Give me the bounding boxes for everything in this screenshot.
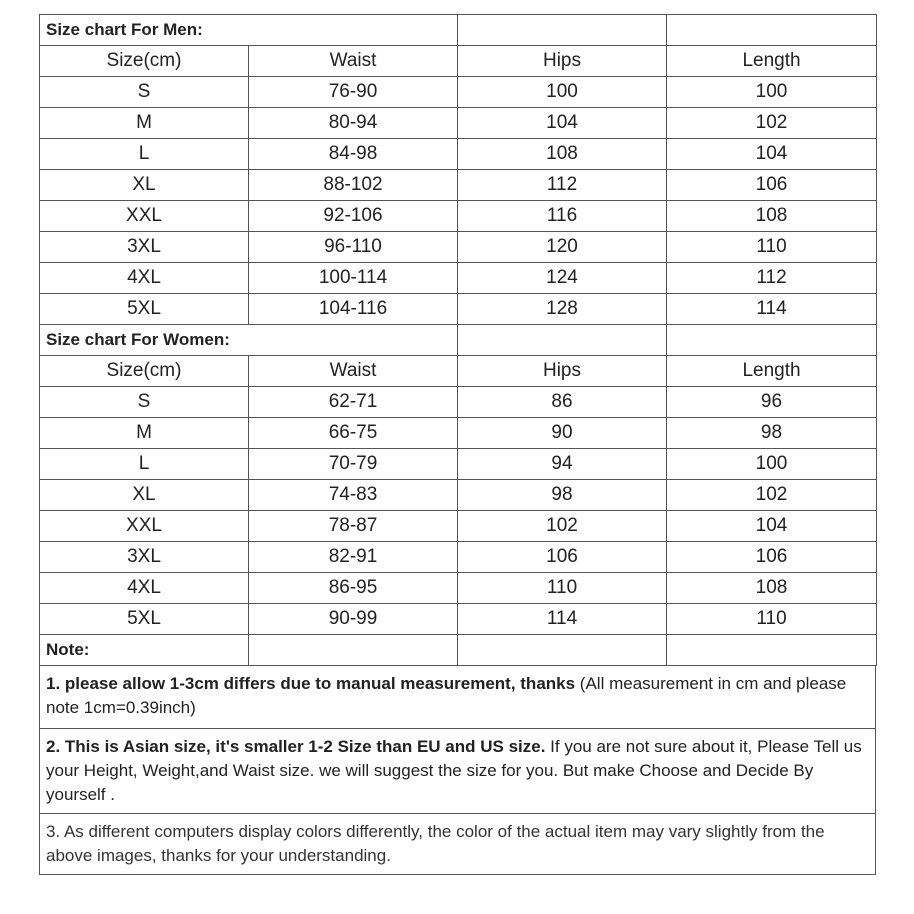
men-row [40,263,877,294]
waist-cell: 92-106 [249,201,458,232]
hips-cell: 98 [458,480,667,511]
length-cell: 110 [667,604,877,635]
women-row [40,573,877,604]
men-row [40,139,877,170]
waist-cell: 88-102 [249,170,458,201]
empty-cell [667,15,877,46]
note-label: Note: [40,635,249,666]
length-cell: 106 [667,542,877,573]
size-cell: 3XL [40,232,249,263]
size-cell: 3XL [40,542,249,573]
women-header-row [40,356,877,387]
hips-cell: 120 [458,232,667,263]
length-cell: 106 [667,170,877,201]
length-cell: 102 [667,480,877,511]
size-chart-table [39,14,877,666]
length-cell: 102 [667,108,877,139]
waist-cell: 74-83 [249,480,458,511]
length-cell: 114 [667,294,877,325]
hips-cell: 86 [458,387,667,418]
hips-cell: 102 [458,511,667,542]
empty-cell [458,15,667,46]
column-header-size: Size(cm) [40,356,249,387]
column-header-hips: Hips [458,356,667,387]
empty-cell [667,635,877,666]
empty-cell [458,635,667,666]
women-section-title: Size chart For Women: [40,325,458,356]
size-chart-sheet [39,14,876,875]
men-title-row [40,15,877,46]
size-cell: S [40,387,249,418]
note-1-text: (All measurement in cm and please note 1cm=0.39inch) [46,674,847,717]
waist-cell: 80-94 [249,108,458,139]
size-cell: L [40,139,249,170]
waist-cell: 70-79 [249,449,458,480]
column-header-length: Length [667,46,877,77]
note-label-row [40,635,877,666]
size-cell: M [40,418,249,449]
size-cell: XXL [40,201,249,232]
men-row [40,77,877,108]
column-header-waist: Waist [249,46,458,77]
waist-cell: 100-114 [249,263,458,294]
note-1 [39,666,876,729]
hips-cell: 116 [458,201,667,232]
size-chart-body [40,15,877,666]
waist-cell: 96-110 [249,232,458,263]
note-2-text: If you are not sure about it, Please Tell us your Height, Weight,and Waist size. we will suggest the size for you. But make Choose and Decide By yourself . [46,737,862,804]
column-header-hips: Hips [458,46,667,77]
length-cell: 104 [667,511,877,542]
size-cell: M [40,108,249,139]
hips-cell: 114 [458,604,667,635]
men-header-row [40,46,877,77]
men-row [40,294,877,325]
hips-cell: 90 [458,418,667,449]
women-row [40,449,877,480]
women-row [40,542,877,573]
column-header-length: Length [667,356,877,387]
note-3-text: 3. As different computers display colors differently, the color of the actual item may vary slightly from the above images, thanks for your understanding. [46,822,825,865]
size-cell: S [40,77,249,108]
size-cell: 4XL [40,573,249,604]
empty-cell [458,325,667,356]
column-header-size: Size(cm) [40,46,249,77]
waist-cell: 66-75 [249,418,458,449]
hips-cell: 124 [458,263,667,294]
waist-cell: 90-99 [249,604,458,635]
women-row [40,418,877,449]
waist-cell: 82-91 [249,542,458,573]
waist-cell: 78-87 [249,511,458,542]
size-cell: XXL [40,511,249,542]
length-cell: 96 [667,387,877,418]
women-row [40,387,877,418]
note-2-bold: 2. This is Asian size, it's smaller 1-2 Size than EU and US size. [46,737,546,756]
size-cell: 5XL [40,604,249,635]
hips-cell: 108 [458,139,667,170]
note-3 [39,814,876,875]
waist-cell: 76-90 [249,77,458,108]
length-cell: 104 [667,139,877,170]
men-row [40,201,877,232]
waist-cell: 104-116 [249,294,458,325]
length-cell: 100 [667,77,877,108]
empty-cell [667,325,877,356]
men-row [40,232,877,263]
hips-cell: 110 [458,573,667,604]
empty-cell [249,635,458,666]
waist-cell: 86-95 [249,573,458,604]
men-row [40,170,877,201]
length-cell: 112 [667,263,877,294]
note-1-bold: 1. please allow 1-3cm differs due to manual measurement, thanks [46,674,576,693]
length-cell: 108 [667,201,877,232]
size-cell: 5XL [40,294,249,325]
hips-cell: 106 [458,542,667,573]
note-2 [39,729,876,814]
women-row [40,480,877,511]
hips-cell: 94 [458,449,667,480]
size-cell: XL [40,170,249,201]
length-cell: 110 [667,232,877,263]
women-title-row [40,325,877,356]
men-row [40,108,877,139]
size-cell: L [40,449,249,480]
size-cell: 4XL [40,263,249,294]
men-section-title: Size chart For Men: [40,15,458,46]
size-cell: XL [40,480,249,511]
length-cell: 98 [667,418,877,449]
waist-cell: 84-98 [249,139,458,170]
hips-cell: 100 [458,77,667,108]
waist-cell: 62-71 [249,387,458,418]
length-cell: 100 [667,449,877,480]
hips-cell: 128 [458,294,667,325]
length-cell: 108 [667,573,877,604]
hips-cell: 104 [458,108,667,139]
women-row [40,604,877,635]
hips-cell: 112 [458,170,667,201]
women-row [40,511,877,542]
column-header-waist: Waist [249,356,458,387]
